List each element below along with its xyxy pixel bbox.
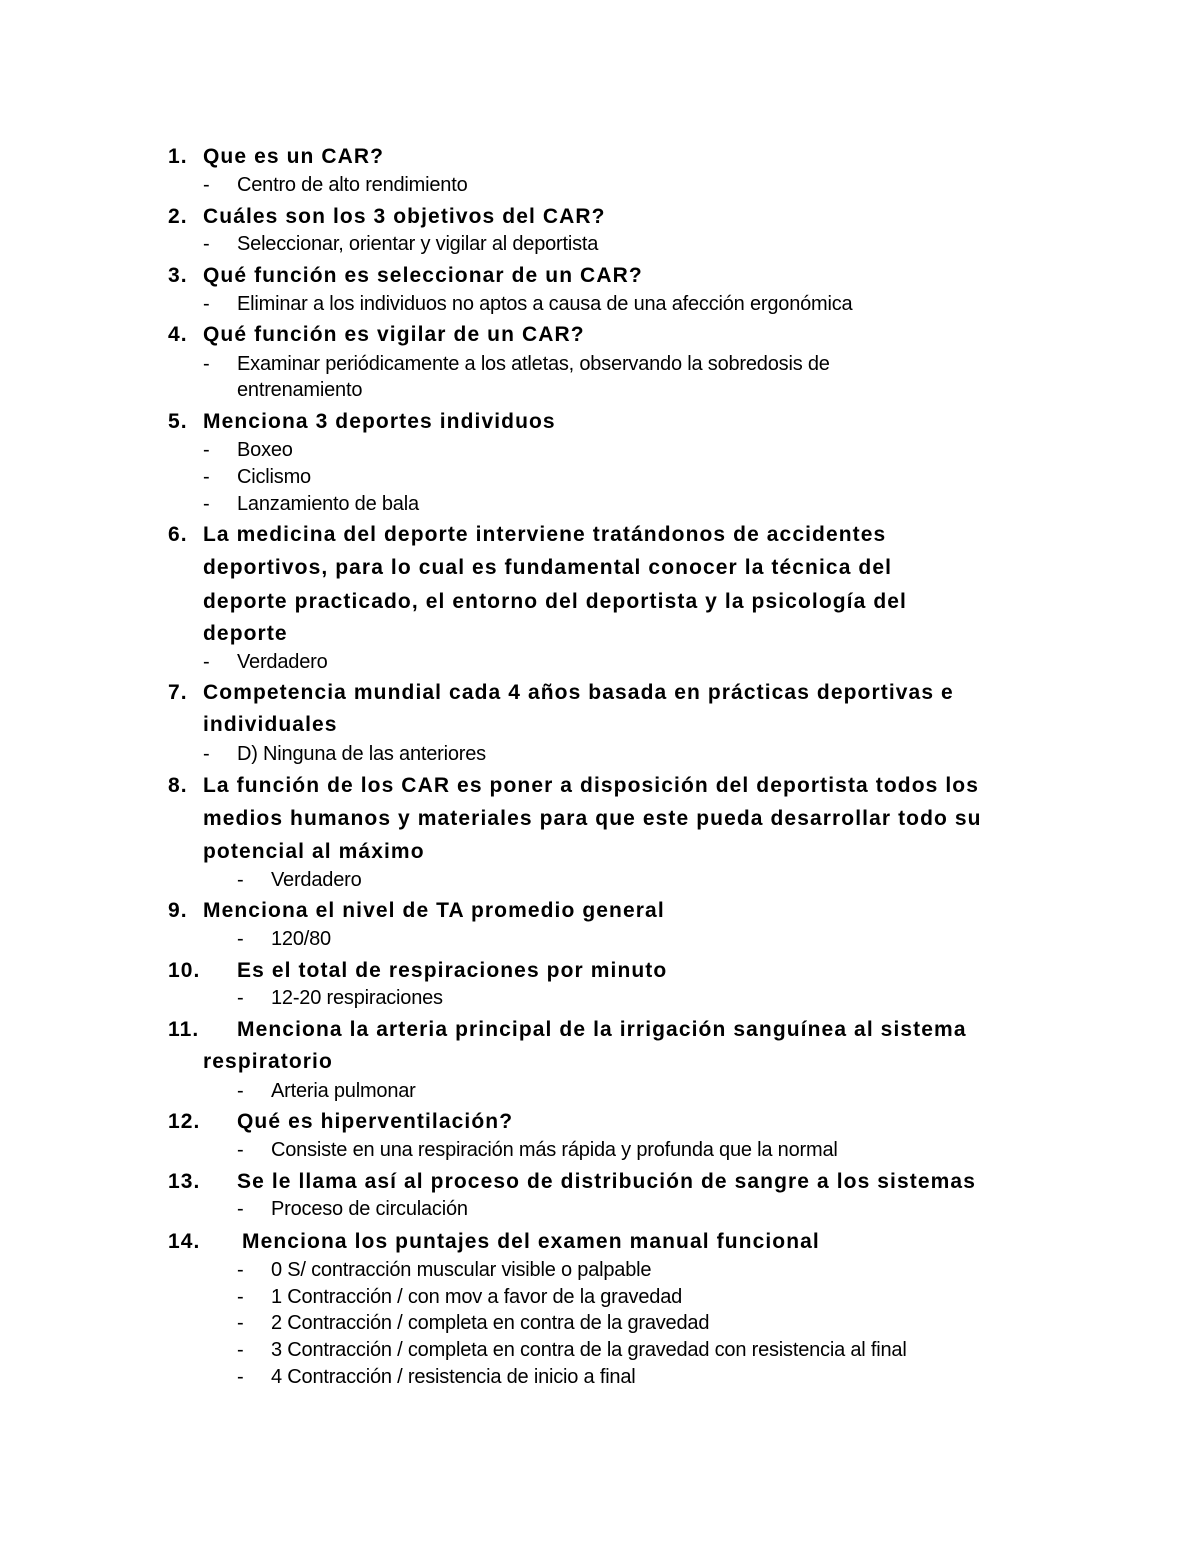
answer-text: D) Ninguna de las anteriores [237,743,486,765]
bullet-dash: - [237,1198,244,1220]
question-text: Competencia mundial cada 4 años basada en prácticas deportivas e [203,681,954,704]
question-number: 14. [168,1230,201,1253]
question-text: Cuáles son los 3 objetivos del CAR? [203,205,606,228]
bullet-dash: - [237,1259,244,1281]
answer-text: 3 Contracción / completa en contra de la gravedad con resistencia al final [271,1339,907,1361]
bullet-dash: - [203,743,210,765]
bullet-dash: - [237,1312,244,1334]
answer-text: 1 Contracción / con mov a favor de la gravedad [271,1286,683,1308]
question-number: 4. [168,323,188,346]
question-6-line-4: deporte [203,622,288,645]
bullet-dash: - [237,869,244,891]
question-number: 12. [168,1110,201,1133]
question-number: 9. [168,899,188,922]
answer-text: Arteria pulmonar [271,1080,416,1102]
answer-text: Proceso de circulación [271,1198,468,1220]
bullet-dash: - [203,439,210,461]
question-8-line-3: potencial al máximo [203,840,425,863]
answer-text: Seleccionar, orientar y vigilar al deportista [237,233,599,255]
question-text: Menciona el nivel de TA promedio general [203,899,665,922]
answer-4-continuation: entrenamiento [237,379,363,401]
question-number: 3. [168,264,188,287]
answer-text: Eliminar a los individuos no aptos a causa de una afección ergonómica [237,293,853,315]
question-number: 7. [168,681,188,704]
question-number: 5. [168,410,188,433]
bullet-dash: - [203,493,210,515]
bullet-dash: - [237,1286,244,1308]
bullet-dash: - [203,651,210,673]
question-text: La medicina del deporte interviene tratándonos de accidentes [203,523,887,546]
question-text: Qué función es vigilar de un CAR? [203,323,585,346]
question-number: 11. [168,1018,200,1041]
question-text: Es el total de respiraciones por minuto [237,959,668,982]
question-6-line-2: deportivos, para lo cual es fundamental conocer la técnica del [203,556,893,579]
bullet-dash: - [203,233,210,255]
question-text: Menciona los puntajes del examen manual funcional [242,1230,820,1253]
question-number: 13. [168,1170,201,1193]
answer-text: Lanzamiento de bala [237,493,419,515]
question-text: Qué es hiperventilación? [237,1110,514,1133]
bullet-dash: - [203,293,210,315]
answer-text: Examinar periódicamente a los atletas, observando la sobredosis de [237,353,830,375]
question-number: 2. [168,205,188,228]
question-text: La función de los CAR es poner a disposición del deportista todos los [203,774,979,797]
answer-text: Verdadero [237,651,328,673]
question-number: 8. [168,774,188,797]
question-text: Que es un CAR? [203,145,385,168]
bullet-dash: - [237,1339,244,1361]
bullet-dash: - [203,466,210,488]
question-text: Se le llama así al proceso de distribución de sangre a los sistemas [237,1170,976,1193]
bullet-dash: - [237,987,244,1009]
answer-text: 120/80 [271,928,331,950]
question-text: Menciona la arteria principal de la irrigación sanguínea al sistema [237,1018,967,1041]
answer-text: 0 S/ contracción muscular visible o palpable [271,1259,652,1281]
bullet-dash: - [237,1139,244,1161]
answer-text: 2 Contracción / completa en contra de la gravedad [271,1312,710,1334]
question-text: Menciona 3 deportes individuos [203,410,556,433]
question-8-line-2: medios humanos y materiales para que este pueda desarrollar todo su [203,807,982,830]
answer-text: Ciclismo [237,466,311,488]
question-number: 1. [168,145,188,168]
answer-text: Consiste en una respiración más rápida y profunda que la normal [271,1139,838,1161]
question-11-line-2: respiratorio [203,1050,333,1073]
answer-text: 12-20 respiraciones [271,987,443,1009]
bullet-dash: - [237,1366,244,1388]
bullet-dash: - [237,1080,244,1102]
question-7-line-2: individuales [203,713,338,736]
answer-text: Boxeo [237,439,293,461]
answer-text: Centro de alto rendimiento [237,174,468,196]
answer-text: 4 Contracción / resistencia de inicio a final [271,1366,636,1388]
question-6-line-3: deporte practicado, el entorno del deportista y la psicología del [203,590,907,613]
bullet-dash: - [203,174,210,196]
question-number: 6. [168,523,188,546]
answer-text: Verdadero [271,869,362,891]
bullet-dash: - [203,353,210,375]
question-number: 10. [168,959,201,982]
bullet-dash: - [237,928,244,950]
question-text: Qué función es seleccionar de un CAR? [203,264,643,287]
